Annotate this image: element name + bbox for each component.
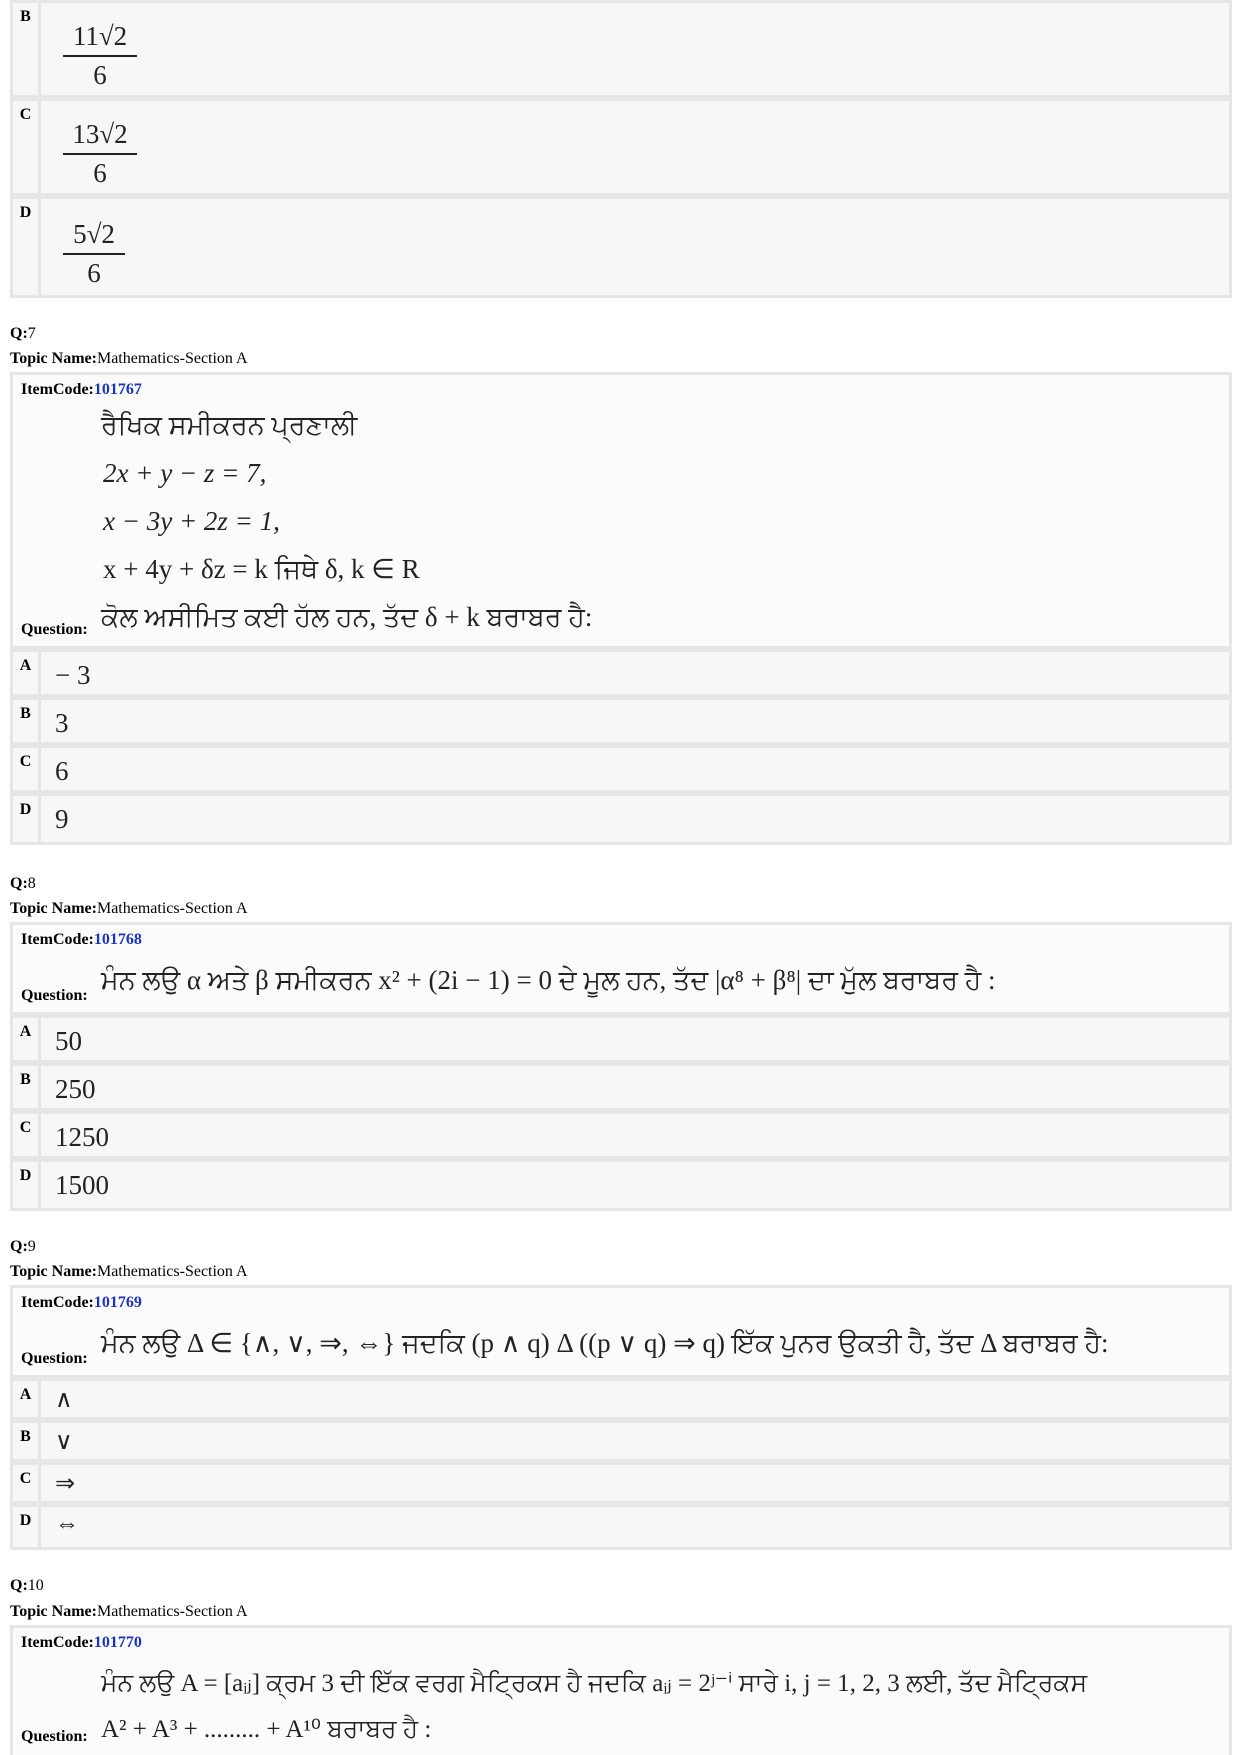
fraction-denominator: 6 <box>93 158 107 188</box>
question-label: Question: <box>21 1350 88 1367</box>
fraction-numerator: 5√2 <box>63 219 125 255</box>
question-equation: 2x + y − z = 7, <box>103 458 267 488</box>
option-letter: C <box>13 101 41 193</box>
question-number <box>10 875 36 893</box>
option-value: 3 <box>55 708 69 738</box>
option-letter: D <box>13 796 41 842</box>
option-b[interactable] <box>10 0 1232 98</box>
itemcode-value: 101767 <box>93 381 142 398</box>
question-number <box>10 1577 44 1595</box>
q-number: 7 <box>27 325 36 342</box>
option-letter: A <box>13 1018 41 1060</box>
itemcode-value: 101768 <box>93 931 142 948</box>
option-value: ∧ <box>55 1387 73 1413</box>
question-label: Question: <box>21 1728 88 1745</box>
option-letter: B <box>13 1423 41 1459</box>
topic-line <box>10 350 248 368</box>
q-label: Q: <box>10 1238 28 1255</box>
option-b[interactable] <box>10 697 1232 745</box>
option-value: − 3 <box>55 660 91 690</box>
option-value: 1500 <box>55 1170 109 1200</box>
topic-name: Mathematics-Section A <box>96 1263 248 1280</box>
option-fraction <box>63 119 137 189</box>
question-box <box>10 372 1232 649</box>
option-c[interactable] <box>10 745 1232 793</box>
question-text-line: ਮੰਨ ਲਉ A = [aᵢⱼ] ਕ੍ਰਮ 3 ਦੀ ਇੱਕ ਵਰਗ ਮੈਟ੍ਰਿਕਸ ਹੈ ਜਦਕਿ aᵢⱼ = 2ʲ⁻ⁱ ਸਾਰੇ i, j = 1, 2, 3 ਲਈ, ਤੱਦ ਮੈਟ੍ਰਿਕਸ <box>101 1670 1088 1697</box>
option-c[interactable] <box>10 1111 1232 1159</box>
q-label: Q: <box>10 325 28 342</box>
option-fraction <box>63 21 137 91</box>
topic-name: Mathematics-Section A <box>96 1603 248 1620</box>
q-label: Q: <box>10 875 28 892</box>
fraction-denominator: 6 <box>93 60 107 90</box>
topic-label: Topic Name: <box>10 350 97 367</box>
option-value: 9 <box>55 804 69 834</box>
option-letter: C <box>13 1465 41 1501</box>
option-letter: D <box>13 199 41 295</box>
itemcode-label: ItemCode: <box>21 931 94 948</box>
option-letter: D <box>13 1507 41 1547</box>
option-value: 50 <box>55 1026 82 1056</box>
itemcode-label: ItemCode: <box>21 1294 94 1311</box>
itemcode-value: 101770 <box>93 1634 142 1651</box>
question-number <box>10 1238 36 1256</box>
option-letter: B <box>13 3 41 95</box>
option-b[interactable] <box>10 1420 1232 1462</box>
fraction-denominator: 6 <box>87 258 101 288</box>
q-number: 9 <box>27 1238 36 1255</box>
fraction-numerator: 13√2 <box>63 119 137 155</box>
question-text-line: A² + A³ + ......... + A¹⁰ ਬਰਾਬਰ ਹੈ : <box>101 1716 432 1743</box>
question-text-line: ਮੰਨ ਲਉ Δ ∈ {∧, ∨, ⇒, ⇔} ਜਦਕਿ (p ∧ q) Δ ((p ∨ q) ⇒ q) ਇੱਕ ਪੁਨਰ ਉਕਤੀ ਹੈ, ਤੱਦ Δ ਬਰਾਬਰ ਹੈ: <box>101 1328 1109 1358</box>
option-value: 6 <box>55 756 69 786</box>
question-text-line: ਮੰਨ ਲਉ α ਅਤੇ β ਸਮੀਕਰਨ x² + (2i − 1) = 0 ਦੇ ਮੂਲ ਹਨ, ਤੱਦ |α⁸ + β⁸| ਦਾ ਮੁੱਲ ਬਰਾਬਰ ਹੈ : <box>101 965 996 995</box>
question-text-line: ਰੈਖਿਕ ਸਮੀਕਰਨ ਪ੍ਰਣਾਲੀ <box>101 410 358 440</box>
option-d[interactable] <box>10 793 1232 845</box>
question-label: Question: <box>21 621 88 638</box>
option-value: 1250 <box>55 1122 109 1152</box>
option-value: ⇒ <box>55 1471 76 1497</box>
option-fraction <box>63 219 125 289</box>
topic-line <box>10 1263 248 1281</box>
item-code <box>21 1294 142 1312</box>
option-d[interactable] <box>10 196 1232 298</box>
question-equation: x − 3y + 2z = 1, <box>103 506 280 536</box>
topic-label: Topic Name: <box>10 1263 97 1280</box>
topic-label: Topic Name: <box>10 900 97 917</box>
q-number: 10 <box>27 1577 44 1594</box>
option-letter: A <box>13 1381 41 1417</box>
option-value: 250 <box>55 1074 96 1104</box>
q-label: Q: <box>10 1577 28 1594</box>
question-box <box>10 1285 1232 1378</box>
itemcode-label: ItemCode: <box>21 381 94 398</box>
question-box <box>10 922 1232 1015</box>
item-code <box>21 931 142 949</box>
item-code <box>21 381 142 399</box>
option-letter: B <box>13 700 41 742</box>
option-c[interactable] <box>10 98 1232 196</box>
option-letter: A <box>13 652 41 694</box>
topic-label: Topic Name: <box>10 1603 97 1620</box>
option-value: ∨ <box>55 1429 73 1455</box>
topic-line <box>10 1603 248 1621</box>
item-code <box>21 1634 142 1652</box>
question-number <box>10 325 36 343</box>
option-a[interactable] <box>10 1378 1232 1420</box>
question-label: Question: <box>21 987 88 1004</box>
itemcode-value: 101769 <box>93 1294 142 1311</box>
option-c[interactable] <box>10 1462 1232 1504</box>
option-letter: C <box>13 1114 41 1156</box>
option-d[interactable] <box>10 1504 1232 1550</box>
question-box <box>10 1625 1232 1755</box>
itemcode-label: ItemCode: <box>21 1634 94 1651</box>
option-value: ⇔ <box>55 1511 79 1537</box>
option-letter: B <box>13 1066 41 1108</box>
fraction-numerator: 11√2 <box>63 21 137 57</box>
option-letter: C <box>13 748 41 790</box>
topic-name: Mathematics-Section A <box>96 900 248 917</box>
question-equation: x + 4y + δz = k ਜਿਥੇ δ, k ∈ R <box>103 554 420 584</box>
topic-name: Mathematics-Section A <box>96 350 248 367</box>
topic-line <box>10 900 248 918</box>
question-text-line: ਕੋਲ ਅਸੀਮਿਤ ਕਈ ਹੱਲ ਹਨ, ਤੱਦ δ + k ਬਰਾਬਰ ਹੈ: <box>101 602 593 632</box>
q-number: 8 <box>27 875 36 892</box>
option-a[interactable] <box>10 1015 1232 1063</box>
option-letter: D <box>13 1162 41 1208</box>
option-d[interactable] <box>10 1159 1232 1211</box>
option-b[interactable] <box>10 1063 1232 1111</box>
option-a[interactable] <box>10 649 1232 697</box>
